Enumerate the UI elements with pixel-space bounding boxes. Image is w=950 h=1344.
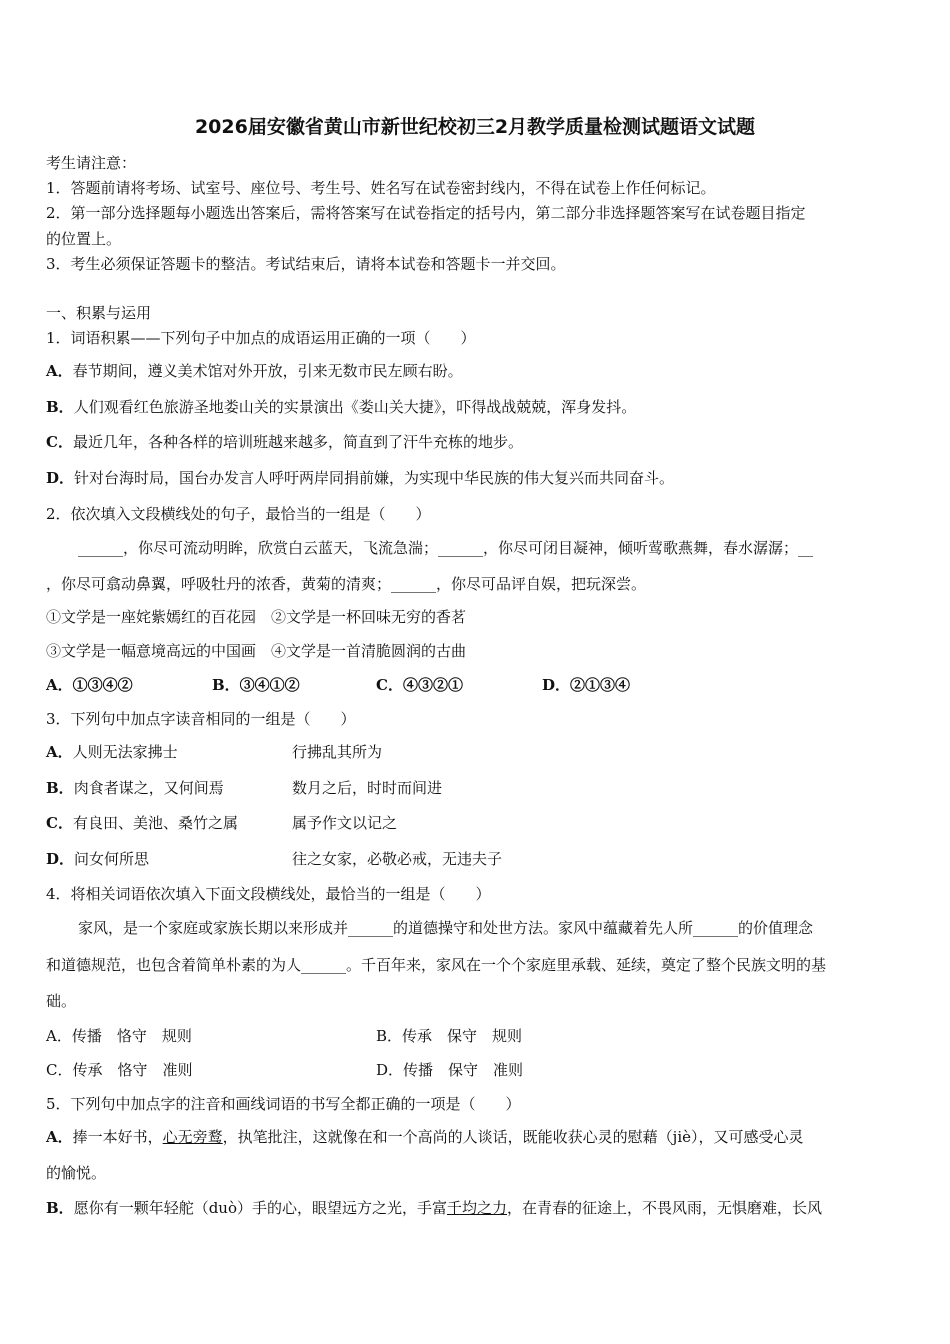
q3-c-left: 有良田、美池、桑竹之属 (72, 814, 238, 832)
q1-a-label: A． (46, 362, 73, 380)
q4-passage-3: 础。 (46, 992, 77, 1010)
q5-option-b[interactable] (46, 1197, 822, 1218)
q3-d-right: 往之女家，必敬必戒，无违夫子 (292, 850, 503, 868)
q1-c-text: 最近几年，各种各样的培训班越来越多，简直到了汗牛充栋的地步。 (72, 433, 523, 451)
notice-heading: 考生请注意： (46, 154, 137, 172)
q3-option-c[interactable] (46, 812, 238, 833)
q1-a-text: 春节期间，遵义美术馆对外开放，引来无数市民左顾右盼。 (72, 362, 463, 380)
q5-option-a-cont: 的愉悦。 (46, 1164, 107, 1182)
notice-item-2: 2．第一部分选择题每小题选出答案后，需将答案写在试卷指定的括号内，第二部分非选择题答案写在试卷题目指定 (46, 204, 806, 222)
q4-passage-1: 家风，是一个家庭或家族长期以来形成并______的道德操守和处世方法。家风中蕴藏着先人所______的价值理念 (78, 919, 814, 937)
q3-a-left: 人则无法家拂士 (72, 743, 178, 761)
q3-b-label: B． (46, 779, 74, 797)
q3-stem: 3．下列句中加点字读音相同的一组是（ ） (46, 710, 356, 728)
q3-option-b[interactable] (46, 777, 224, 798)
q1-option-b[interactable] (46, 396, 636, 417)
q2-option-d[interactable]: D．②①③④ (542, 676, 631, 694)
q5-a-label: A． (46, 1128, 73, 1146)
notice-item-1: 1．答题前请将考场、试室号、座位号、考生号、姓名写在试卷密封线内，不得在试卷上作任何标记。 (46, 179, 716, 197)
section-heading: 一、积累与运用 (46, 304, 152, 322)
q5-stem: 5．下列句中加点字的注音和画线词语的书写全都正确的一项是（ ） (46, 1095, 521, 1113)
q5-a-underlined: 心无旁鹜 (162, 1128, 223, 1146)
q2-sentences-1: ①文学是一座姹紫嫣红的百花园 ②文学是一杯回味无穷的香茗 (46, 608, 467, 626)
q1-option-c[interactable] (46, 431, 523, 452)
q3-d-label: D． (46, 850, 75, 868)
notice-item-3: 3．考生必须保证答题卡的整洁。考试结束后，请将本试卷和答题卡一并交回。 (46, 255, 566, 273)
q3-c-label: C． (46, 814, 73, 832)
q5-b-post: ，在青春的征途上，不畏风雨，无惧磨难，长风 (507, 1199, 823, 1217)
q5-option-a[interactable] (46, 1126, 804, 1147)
q3-b-left: 肉食者谋之，又何间焉 (73, 779, 224, 797)
q4-passage-2: 和道德规范，也包含着简单朴素的为人______。千百年来，家风在一个个家庭里承载、延续，奠定了整个民族文明的基 (46, 956, 827, 974)
q4-option-b[interactable]: B．传承 保守 规则 (376, 1027, 523, 1045)
q3-c-right: 属予作文以记之 (292, 814, 398, 832)
q4-option-c[interactable]: C．传承 恪守 准则 (46, 1061, 193, 1079)
q1-d-label: D． (46, 469, 75, 487)
q2-option-b[interactable]: B．③④①② (212, 676, 300, 694)
q5-b-label: B． (46, 1199, 74, 1217)
q5-a-post: ，执笔批注，这就像在和一个高尚的人谈话，既能收获心灵的慰藉（jiè），又可感受心灵 (222, 1128, 804, 1146)
q2-stem: 2．依次填入文段横线处的句子，最恰当的一组是（ ） (46, 505, 431, 523)
q3-option-d[interactable] (46, 848, 149, 869)
q2-option-a[interactable]: A．①③④② (46, 676, 133, 694)
q2-sentences-2: ③文学是一幅意境高远的中国画 ④文学是一首清脆圆润的古曲 (46, 642, 467, 660)
q1-c-label: C． (46, 433, 73, 451)
q1-b-label: B． (46, 398, 74, 416)
q1-stem: 1．词语积累——下列句子中加点的成语运用正确的一项（ ） (46, 329, 476, 347)
q5-b-underlined: 千均之力 (446, 1199, 507, 1217)
q5-b-pre: 愿你有一颗年轻舵（duò）手的心，眼望远方之光，手富 (73, 1199, 447, 1217)
q2-passage-2: ，你尽可翕动鼻翼，呼吸牡丹的浓香，黄菊的清爽；______，你尽可品评自娱，把玩深尝。 (46, 575, 647, 593)
page-title: 2026届安徽省黄山市新世纪校初三2月教学质量检测试题语文试题 (194, 116, 756, 138)
q2-option-c[interactable]: C．④③②① (376, 676, 463, 694)
q1-b-text: 人们观看红色旅游圣地娄山关的实景演出《娄山关大捷》，吓得战战兢兢，浑身发抖。 (73, 398, 637, 416)
q4-option-a[interactable]: A．传播 恪守 规则 (46, 1027, 192, 1045)
q1-option-d[interactable] (46, 467, 674, 488)
notice-item-2-cont: 的位置上。 (46, 230, 122, 248)
q4-option-d[interactable]: D．传播 保守 准则 (376, 1061, 524, 1079)
q5-a-pre: 捧一本好书， (72, 1128, 163, 1146)
q3-d-left: 问女何所思 (74, 850, 150, 868)
q3-option-a[interactable] (46, 741, 178, 762)
q1-d-text: 针对台海时局，国台办发言人呼吁两岸同捐前嫌，为实现中华民族的伟大复兴而共同奋斗。 (74, 469, 675, 487)
q4-stem: 4．将相关词语依次填入下面文段横线处，最恰当的一组是（ ） (46, 885, 491, 903)
q3-b-right: 数月之后，时时而间进 (292, 779, 443, 797)
q3-a-right: 行拂乱其所为 (292, 743, 383, 761)
q2-passage-1: ______，你尽可流动明眸，欣赏白云蓝天，飞流急湍；______，你尽可闭目凝神，倾听莺歌燕舞，春水潺潺；__ (78, 539, 814, 557)
q3-a-label: A． (46, 743, 73, 761)
q1-option-a[interactable] (46, 360, 463, 381)
